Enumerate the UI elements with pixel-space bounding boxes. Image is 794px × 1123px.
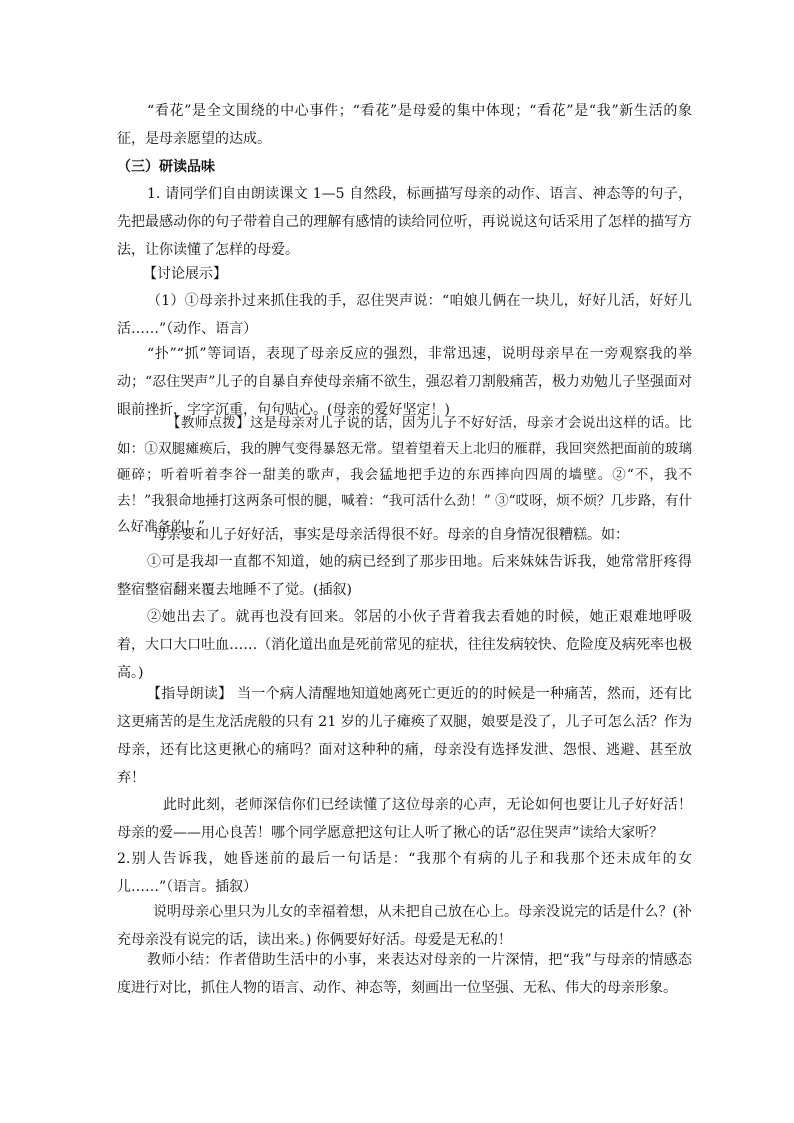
- task-1: 1. 请同学们自由朗读课文 1—5 自然段，标画描写母亲的动作、语言、神态等的句子，先把最感动你的句子带着自己的理解有感情的读给同位听，再说说这句话采用了怎样的描写方法，让你读懂了怎样的母爱。: [117, 186, 692, 258]
- analysis-1: “扑”“抓”等词语，表现了母亲反应的强烈，非常迅速，说明母亲早在一旁观察我的举动；“忍住哭声”儿子的自暴自弃使母亲痛不欲生，强忍着刀割般痛苦，极力劝勉儿子坚强面对眼前挫折，字字沉重，句句贴心。(母亲的爱好坚定！): [117, 346, 692, 418]
- paragraph-kanhua: “看花”是全文围绕的中心事件；“看花”是母爱的集中体现；“看花”是“我”新生活的象征，是母亲愿望的达成。: [117, 103, 692, 147]
- example-last-words: 2.别人告诉我，她昏迷前的最后一句话是：“我那个有病的儿子和我那个还未成年的女儿……”（语言。插叙）: [117, 851, 692, 895]
- section-heading: （三）研读品味: [117, 159, 215, 175]
- teacher-words: 此时此刻，老师深信你们已经读懂了这位母亲的心声，无论如何也要让儿子好好活！母亲的爱——用心良苦！哪个同学愿意把这句让人听了揪心的话“忍住哭声”读给大家听？: [117, 797, 692, 841]
- mother-condition: 母亲要和儿子好好活，事实是母亲活得很不好。母亲的自身情况很糟糕。如：: [153, 527, 629, 543]
- example-illness: ①可是我却一直都不知道，她的病已经到了那步田地。后来妹妹告诉我，她常常肝疼得整宿整宿翻来覆去地睡不了觉。(插叙): [117, 554, 692, 598]
- teacher-summary: 教师小结：作者借助生活中的小事，来表达对母亲的一片深情，把“我”与母亲的情感态度进行对比，抓住人物的语言、动作、神态等，刻画出一位坚强、无私、伟大的母亲形象。: [117, 952, 692, 996]
- example-1: （1）①母亲扑过来抓住我的手，忍住哭声说：“咱娘儿俩在一块儿，好好儿活，好好儿活……”（动作、语言）: [117, 293, 692, 337]
- analysis-selfless: 说明母亲心里只为儿女的幸福着想，从未把自己放在心上。母亲没说完的话是什么？(补充母亲没有说完的话，读出来。) 你俩要好好活。母爱是无私的！: [117, 904, 692, 948]
- reading-guidance: 【指导朗读】 当一个病人清醒地知道她离死亡更近的的时候是一种痛苦，然而，还有比这更痛苦的是生龙活虎般的只有 21 岁的儿子瘫痪了双腿，娘要是没了，儿子可怎么活？作为母亲，还有比这更揪心的痛吗？面对这种种的痛，母亲没有选择发泄、怨恨、逃避、甚至放弃！: [117, 686, 692, 786]
- teacher-guidance: 【教师点拨】这是母亲对儿子说的话，因为儿子不好好活，母亲才会说出这样的话。比如：①双腿瘫痪后，我的脾气变得暴怒无常。望着望着天上北归的雁群，我回突然把面前的玻璃砸碎；听着听着李谷一甜美的歌声，我会猛地把手边的东西摔向四周的墙壁。②“不，我不去！”我狠命地捶打这两条可恨的腿，喊着：“我可活什么劲！” ③“哎呀，烦不烦？几步路，有什么好准备的！”: [117, 415, 692, 535]
- discussion-label: 【讨论展示】: [143, 266, 227, 282]
- example-death: ②她出去了。就再也没有回来。邻居的小伙子背着我去看她的时候，她正艰难地呼吸着，大口大口吐血……（消化道出血是死前常见的症状，往往发病较快、危险度及病死率也极高。): [117, 609, 692, 681]
